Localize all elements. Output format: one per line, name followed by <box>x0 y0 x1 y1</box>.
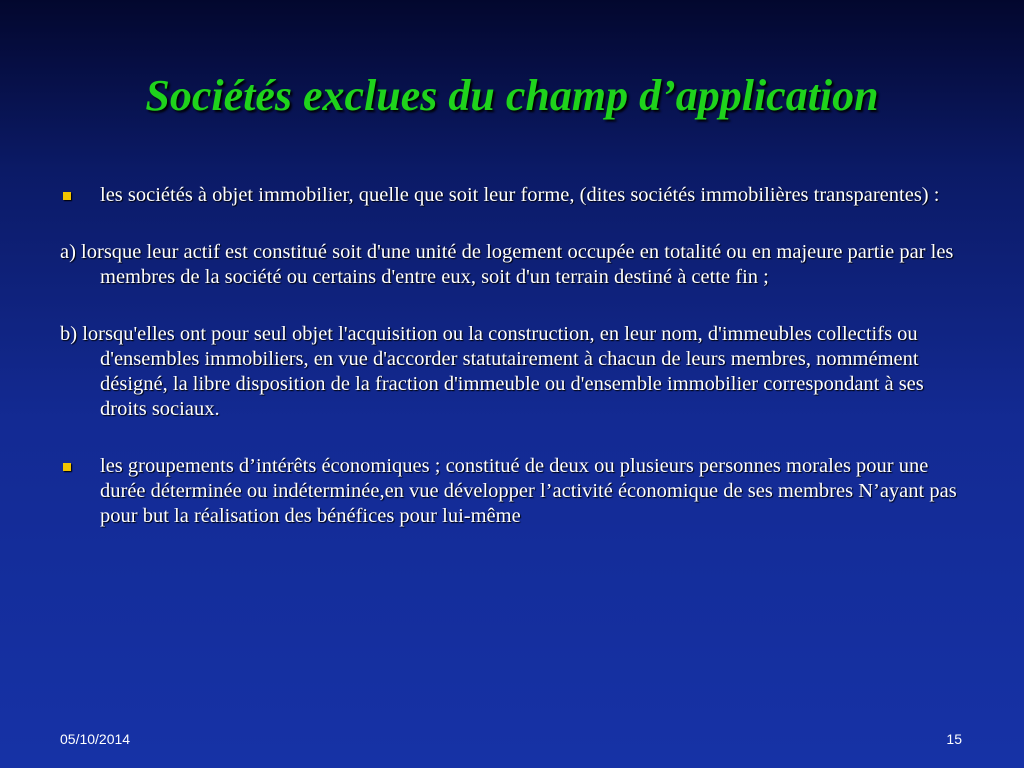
paragraph-text: b) lorsqu'elles ont pour seul objet l'acquisition ou la construction, en leur nom, d'immeubles collectifs ou d'ensembles immobiliers, en vue d'accorder statutairement à chacun de leurs membres, nommément désigné, la libre disposition de la fraction d'immeuble ou d'ensemble immobilier correspondant à ses droits sociaux. <box>60 323 924 420</box>
bullet-item-gie <box>60 454 970 529</box>
paragraph-text: les groupements d’intérêts économiques ; constitué de deux ou plusieurs personnes morales pour une durée déterminée ou indéterminée,en vue développer l’activité économique de ses membres N’ayant pas pour but la réalisation des bénéfices pour lui-même <box>100 455 957 527</box>
slide-body <box>60 183 970 561</box>
square-bullet-icon <box>63 463 71 471</box>
slide-page-number: 15 <box>946 731 962 747</box>
footer-date: 05/10/2014 <box>60 731 131 747</box>
paragraph-text: a) lorsque leur actif est constitué soit d'une unité de logement occupée en totalité ou en majeure partie par les membres de la société ou certains d'entre eux, soit d'un terrain destiné à cette fin ; <box>60 241 954 288</box>
paragraph-text: les sociétés à objet immobilier, quelle que soit leur forme, (dites sociétés immobilières transparentes) : <box>100 184 940 206</box>
bullet-item-societes-immobilieres <box>60 183 970 208</box>
sub-item-b <box>60 322 970 422</box>
slide-title: Sociétés exclues du champ d’application <box>145 71 879 120</box>
sub-item-a <box>60 240 970 290</box>
square-bullet-icon <box>63 192 71 200</box>
